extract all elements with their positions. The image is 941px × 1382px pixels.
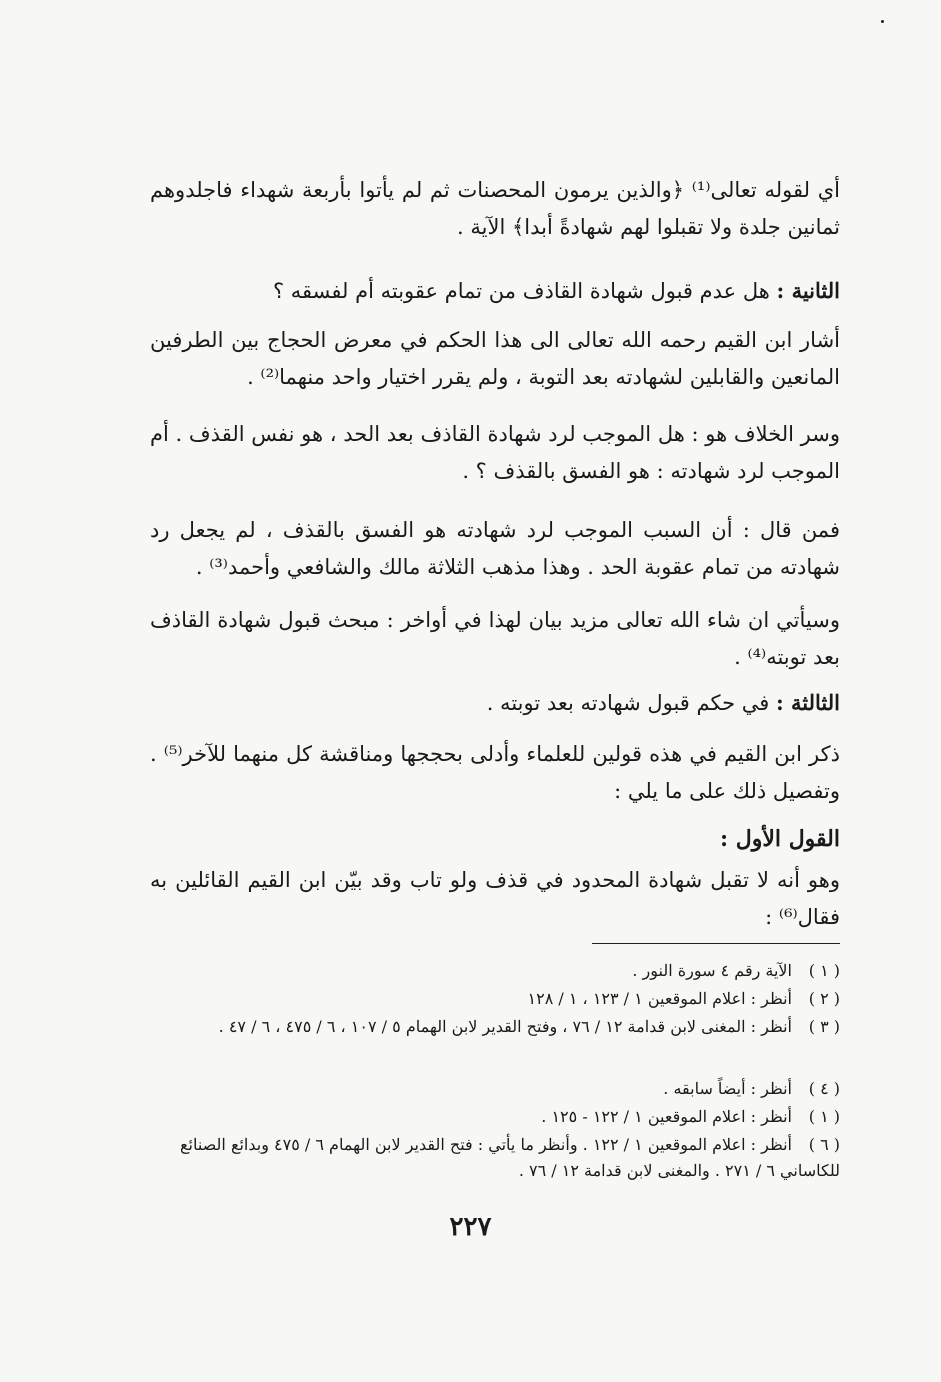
footnote-text: أنظر : المغنى لابن قدامة ١٢ / ٧٦ ، وفتح القدير لابن الهمام ٥ / ١٠٧ ، ٦ / ٤٧٥ ، ٦ / ٤٧ . (218, 1017, 792, 1036)
footnote-6 (140, 1132, 840, 1184)
second-label: الثانية : (776, 278, 840, 303)
first-opinion-heading: القول الأول : (719, 826, 840, 852)
question-third (150, 684, 840, 722)
footnote-divider (592, 943, 840, 944)
second-text: هل عدم قبول شهادة القاذف من تمام عقوبته أم لفسقه ؟ (272, 279, 770, 303)
third-label: الثالثة : (775, 690, 840, 715)
footnote-number: ( ٣ ) (808, 1017, 840, 1036)
paragraph-4: فمن قال : أن السبب الموجب لرد شهادته هو الفسق بالقذف ، لم يجعل رد شهادته من تمام عقوبة الحد . وهذا مذهب الثلاثة مالك والشافعي وأحمد⁽³⁾ . (150, 518, 840, 579)
footnote-4 (140, 1076, 840, 1102)
footnote-text: الآية رقم ٤ سورة النور . (632, 961, 792, 980)
footnote-text: أنظر : أيضاً سابقه . (663, 1079, 792, 1098)
paragraph-3: وسر الخلاف هو : هل الموجب لرد شهادة القاذف بعد الحد ، هو نفس القذف . أم الموجب لرد شهادته : هو الفسق بالقذف ؟ . (150, 422, 840, 483)
footnote-number: ( ١ ) (808, 1107, 840, 1126)
paragraph-7: وهو أنه لا تقبل شهادة المحدود في قذف ولو تاب وقد بيّن ابن القيم القائلين به فقال⁽⁶⁾ : (150, 868, 840, 929)
speck (881, 20, 884, 23)
paragraph-1: أي لقوله تعالى⁽¹⁾ ﴿والذين يرمون المحصنات ثم لم يأتوا بأربعة شهداء فاجلدوهم ثمانين جلدة ولا تقبلوا لهم شهادةً أبدا﴾ الآية . (150, 178, 840, 239)
question-second (150, 272, 840, 310)
paragraph-6: ذكر ابن القيم في هذه قولين للعلماء وأدلى بحججها ومناقشة كل منهما للآخر⁽⁵⁾ . وتفصيل ذلك على ما يلي : (150, 742, 840, 803)
footnote-text: أنظر : اعلام الموقعين ١ / ١٢٣ ، ١ / ١٢٨ (527, 989, 792, 1008)
footnote-number: ( ٤ ) (808, 1079, 840, 1098)
footnote-number: ( ٦ ) (808, 1135, 840, 1154)
paragraph-2: أشار ابن القيم رحمه الله تعالى الى هذا الحكم في معرض الحجاج بين الطرفين المانعين والقابلين لشهادته بعد التوبة ، ولم يقرر اختيار واحد منهما⁽²⁾ . (150, 328, 840, 389)
page-number: ٢٢٧ (449, 1212, 492, 1242)
footnote-1 (140, 958, 840, 984)
footnote-number: ( ١ ) (808, 961, 840, 980)
footnote-number: ( ٢ ) (808, 989, 840, 1008)
third-text: في حكم قبول شهادته بعد توبته . (486, 691, 770, 715)
footnote-text: أنظر : اعلام الموقعين ١ / ١٢٢ - ١٢٥ . (541, 1107, 792, 1126)
paragraph-5: وسيأتي ان شاء الله تعالى مزيد بيان لهذا في أواخر : مبحث قبول شهادة القاذف بعد توبته⁽⁴⁾ . (150, 608, 840, 669)
footnote-5 (140, 1104, 840, 1130)
footnote-2 (140, 986, 840, 1012)
footnote-3 (140, 1014, 840, 1040)
footnote-text: أنظر : اعلام الموقعين ١ / ١٢٢ . وأنظر ما يأتي : فتح القدير لابن الهمام ٦ / ٤٧٥ وبدائع الصنائع للكاساني ٦ / ٢٧١ . والمغنى لابن قدامة ١٢ / ٧٦ . (179, 1135, 840, 1180)
